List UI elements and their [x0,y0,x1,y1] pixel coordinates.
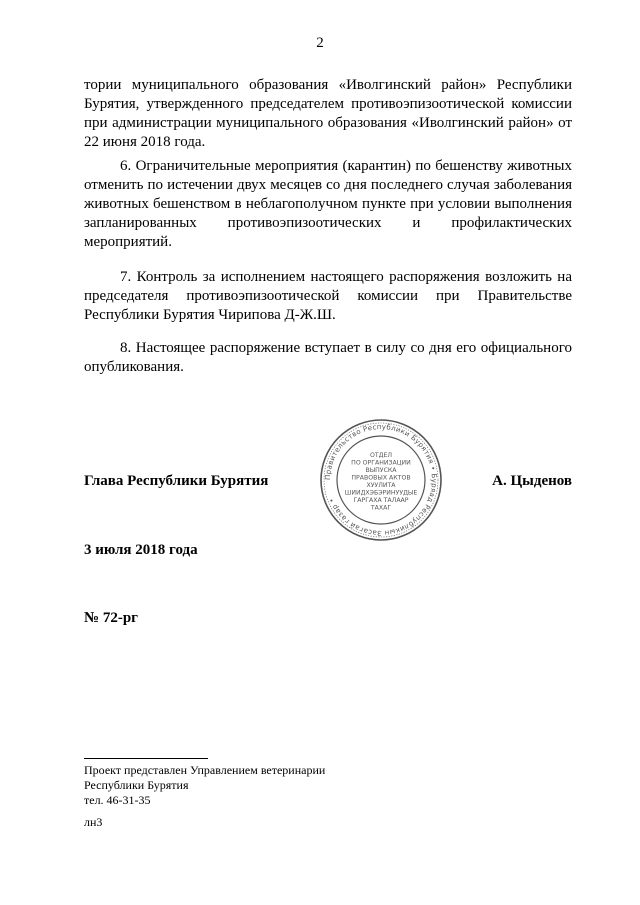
footnote-divider [84,758,208,759]
paragraph-item-7: 7. Контроль за исполнением настоящего распоряжения возложить на председателя противоэпизоотической комиссии при Правительстве Республики Бурятия Чирипова Д-Ж.Ш. [84,269,572,323]
signer-title: Глава Республики Бурятия [84,473,269,489]
paragraph-item-6: 6. Ограничительные мероприятия (карантин) по бешенству животных отменить по истечении двух месяцев со дня последнего случая заболевания животных бешенством в неблагополучном пункте при условии выполнения запланированных противоэпизоотических и профилактических мероприятий. [84,158,572,250]
page-number: 2 [316,35,324,51]
official-stamp [319,418,443,542]
footnote-phone: тел. 46-31-35 [84,793,151,807]
stamp-center-line: ПРАВОВЫХ АКТОВ [351,474,411,482]
stamp-center-line: ТАХАГ [370,504,392,512]
footnote-line-2: Республики Бурятия [84,778,189,792]
stamp-center-line: ШИИДХЭБЭРИНУУДЫЕ [344,489,418,497]
stamp-center-line: ОТДЕЛ [369,452,393,459]
footnote-initials: лн3 [84,815,103,829]
document-date: 3 июля 2018 года [84,542,198,558]
stamp-center-line: ГАРГАХА ТАЛААР [353,497,409,504]
stamp-center-line: ХУУЛИТА [366,482,396,489]
stamp-outer-text: Правительство Республики Бурятия • Буряад Республикын Засагай газар • [323,422,439,538]
stamp-center-line: ВЫПУСКА [365,467,397,474]
paragraph-item-8: 8. Настоящее распоряжение вступает в силу со дня его официального опубликования. [84,340,572,375]
footnote-line-1: Проект представлен Управлением ветеринарии [84,763,326,777]
paragraph-continuation: тории муниципального образования «Иволгинский район» Республики Бурятия, утвержденного председателем противоэпизоотической комиссии при администрации муниципального образования «Иволгинский район» от 22 июня 2018 года. [84,77,572,150]
signer-name: А. Цыденов [492,473,572,489]
stamp-center-line: ПО ОРГАНИЗАЦИИ [351,459,411,467]
document-number: № 72-рг [84,610,138,626]
